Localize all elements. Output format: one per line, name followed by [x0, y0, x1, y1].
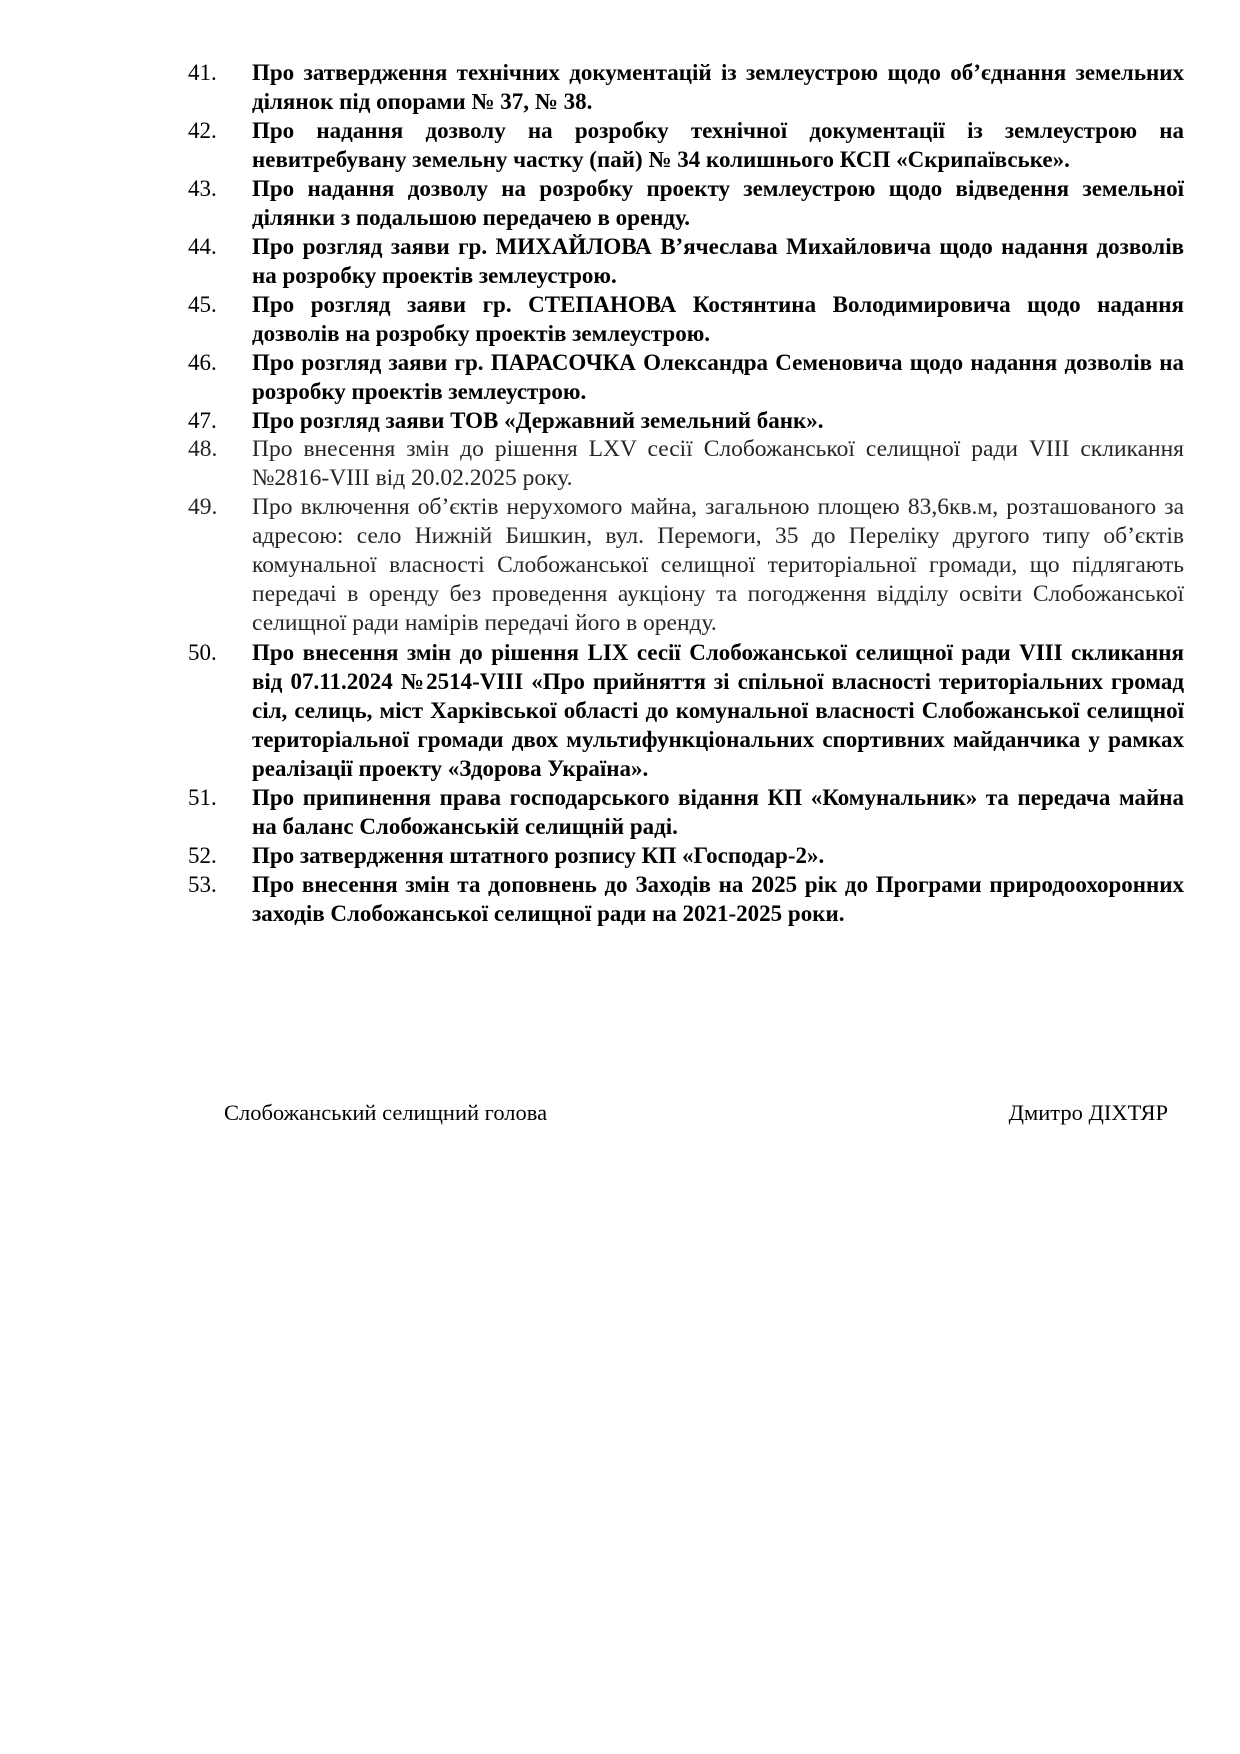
- agenda-item-number: 43.: [188, 176, 217, 201]
- agenda-item: [188, 841, 1184, 870]
- agenda-item-text: Про внесення змін до рішення LXV сесії Слобожанської селищної ради VIII скликання №2816-VIII від 20.02.2025 року.: [252, 436, 1184, 491]
- agenda-item: [188, 435, 1184, 493]
- agenda-item-number: 53.: [188, 872, 217, 897]
- agenda-item-number: 48.: [188, 436, 218, 462]
- agenda-item: [188, 406, 1184, 435]
- agenda-item-text: Про внесення змін до рішення LIX сесії Слобожанської селищної ради VIII скликання від 07.11.2024 №2514-VIII «Про прийняття зі спільної власності територіальних громад сіл, селиць, міст Харківської області до комунальної власності Слобожанської селищної територіальної громади двох мультифункціональних спортивних майданчика у рамках реалізації проекту «Здорова Україна».: [252, 640, 1184, 781]
- agenda-item-number: 47.: [188, 408, 217, 433]
- agenda-item-text: Про розгляд заяви гр. ПАРАСОЧКА Олександра Семеновича щодо надання дозволів на розробку проектів землеустрою.: [252, 350, 1184, 404]
- agenda-item-number: 45.: [188, 292, 217, 317]
- agenda-item-text: Про розгляд заяви ТОВ «Державний земельний банк».: [252, 408, 824, 433]
- agenda-item: [188, 116, 1184, 174]
- agenda-item-text: Про надання дозволу на розробку технічної документації із землеустрою на невитребувану земельну частку (пай) № 34 колишнього КСП «Скрипаївське».: [252, 118, 1184, 172]
- agenda-item: [188, 290, 1184, 348]
- agenda-item: [188, 232, 1184, 290]
- agenda-item-number: 41.: [188, 60, 217, 85]
- agenda-item: [188, 348, 1184, 406]
- agenda-item-text: Про надання дозволу на розробку проекту землеустрою щодо відведення земельної ділянки з подальшою передачею в оренду.: [252, 176, 1184, 230]
- agenda-item-text: Про включення об’єктів нерухомого майна, загальною площею 83,6кв.м, розташованого за адресою: село Нижній Бишкин, вул. Перемоги, 35 до Переліку другого типу об’єктів комунальної власності Слобожанської селищної територіальної громади, що підлягають передачі в оренду без проведення аукціону та погодження відділу освіти Слобожанської селищної ради намірів передачі його в оренду.: [252, 494, 1184, 636]
- agenda-item-text: Про розгляд заяви гр. СТЕПАНОВА Костянтина Володимировича щодо надання дозволів на розробку проектів землеустрою.: [252, 292, 1184, 346]
- agenda-item-text: Про припинення права господарського відання КП «Комунальник» та передача майна на баланс Слобожанській селищній раді.: [252, 785, 1184, 839]
- agenda-item-number: 44.: [188, 234, 217, 259]
- agenda-item-number: 51.: [188, 785, 217, 810]
- agenda-item-number: 49.: [188, 494, 218, 520]
- agenda-item-text: Про затвердження технічних документацій із землеустрою щодо об’єднання земельних ділянок під опорами № 37, № 38.: [252, 60, 1184, 114]
- agenda-item: [188, 174, 1184, 232]
- agenda-list: [188, 58, 1184, 928]
- agenda-item-number: 52.: [188, 843, 217, 868]
- agenda-item: [188, 638, 1184, 783]
- agenda-item: [188, 493, 1184, 638]
- agenda-item-number: 50.: [188, 640, 217, 665]
- signature-position: Слобожанський селищний голова: [224, 1100, 548, 1125]
- agenda-item: [188, 58, 1184, 116]
- agenda-item-text: Про розгляд заяви гр. МИХАЙЛОВА В’ячеслава Михайловича щодо надання дозволів на розробку проектів землеустрою.: [252, 234, 1184, 288]
- agenda-item: [188, 870, 1184, 928]
- signature-name: Дмитро ДІХТЯР: [1008, 1100, 1168, 1125]
- agenda-item: [188, 783, 1184, 841]
- agenda-item-text: Про внесення змін та доповнень до Заходів на 2025 рік до Програми природоохоронних заходів Слобожанської селищної ради на 2021-2025 роки.: [252, 872, 1184, 926]
- agenda-item-text: Про затвердження штатного розпису КП «Господар-2».: [252, 843, 825, 868]
- agenda-item-number: 46.: [188, 350, 217, 375]
- agenda-item-number: 42.: [188, 118, 217, 143]
